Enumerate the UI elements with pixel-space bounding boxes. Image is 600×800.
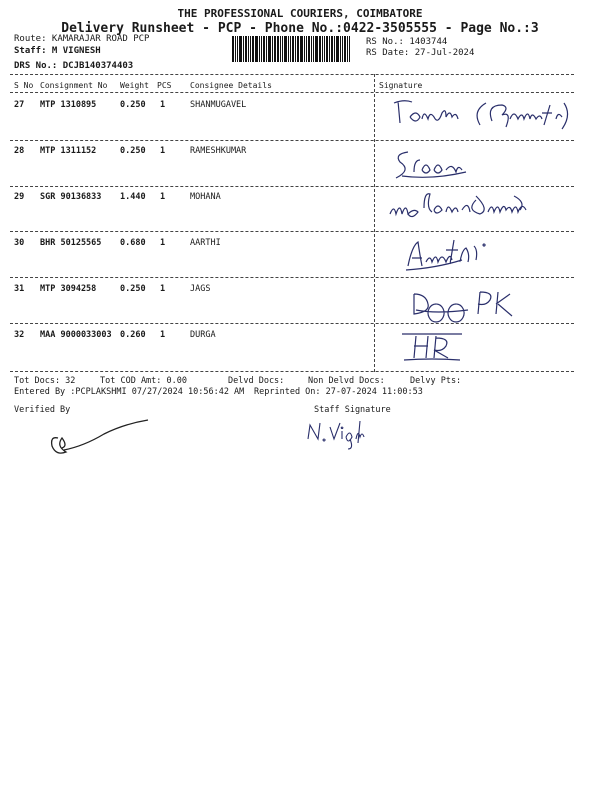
company-name: THE PROFESSIONAL COURIERS, COIMBATORE xyxy=(177,7,423,20)
drs-number: DRS No.: DCJB140374403 xyxy=(14,61,134,71)
barcode-bar xyxy=(326,36,328,62)
row-32-weight: 0.260 xyxy=(120,330,146,340)
row-29-pcs: 1 xyxy=(160,192,166,202)
barcode-bar xyxy=(248,36,249,62)
row-30-consignee: AARTHI xyxy=(190,238,221,248)
barcode-bar xyxy=(250,36,251,62)
row-27-weight: 0.250 xyxy=(120,100,146,110)
route-label: Route: KAMARAJAR ROAD PCP xyxy=(14,34,150,44)
tot-cod-amt: Tot COD Amt: 0.00 xyxy=(100,376,187,386)
barcode-bar xyxy=(261,36,262,62)
barcode-bar xyxy=(282,36,283,62)
row-31-rule xyxy=(10,323,574,324)
barcode-bar xyxy=(322,36,323,62)
tot-docs: Tot Docs: 32 xyxy=(14,376,76,386)
col-header-pcs: PCS xyxy=(157,81,172,90)
row-30-sno: 30 xyxy=(14,238,25,248)
barcode-bar xyxy=(292,36,294,62)
barcode-bar xyxy=(245,36,247,62)
row-28-rule xyxy=(10,186,574,187)
barcode-bar xyxy=(315,36,318,62)
barcode-bar xyxy=(304,36,305,62)
staff-label: Staff: M VIGNESH xyxy=(14,46,101,56)
barcode-bar xyxy=(324,36,325,62)
row-31-sno: 31 xyxy=(14,284,25,294)
barcode-bar xyxy=(288,36,289,62)
table-top-rule xyxy=(10,74,574,75)
row-28-consignment: MTP 1311152 xyxy=(40,146,97,156)
row-30-pcs: 1 xyxy=(160,238,166,248)
barcode-bar xyxy=(263,36,265,62)
barcode-bar xyxy=(268,36,271,62)
col-header-weight: Weight xyxy=(120,81,149,90)
row-32-pcs: 1 xyxy=(160,330,166,340)
barcode-bar xyxy=(277,36,279,62)
barcode-bar xyxy=(235,36,236,62)
row-28-sno: 28 xyxy=(14,146,25,156)
row-32-sno: 32 xyxy=(14,330,25,340)
row-27-sno: 27 xyxy=(14,100,25,110)
row-27-pcs: 1 xyxy=(160,100,166,110)
barcode-bar xyxy=(243,36,244,62)
row-29-consignee: MOHANA xyxy=(190,192,221,202)
reprinted-on: Reprinted On: 27-07-2024 11:00:53 xyxy=(254,387,423,397)
row-31-weight: 0.250 xyxy=(120,284,146,294)
row-32-consignment: MAA 9000033003 xyxy=(40,330,112,340)
verified-by-label: Verified By xyxy=(14,405,71,415)
barcode-bar xyxy=(252,36,254,62)
col-header-sno: S No xyxy=(14,81,34,90)
barcode-bar xyxy=(272,36,273,62)
barcode-bar xyxy=(311,36,312,62)
col-header-consignee: Consignee Details xyxy=(190,81,272,90)
barcode-bar xyxy=(313,36,314,62)
row-31-consignment: MTP 3094258 xyxy=(40,284,97,294)
rs-number: RS No.: 1403744 xyxy=(366,37,448,47)
barcode-bar xyxy=(306,36,307,62)
barcode-bar xyxy=(342,36,343,62)
col-header-signature: Signature xyxy=(379,81,423,90)
rs-date: RS Date: 27-Jul-2024 xyxy=(366,48,475,58)
row-28-consignee: RAMESHKUMAR xyxy=(190,146,247,156)
barcode-bar xyxy=(340,36,341,62)
signature-column-divider xyxy=(374,74,375,372)
row-30-weight: 0.680 xyxy=(120,238,146,248)
barcode-bar xyxy=(336,36,339,62)
table-bottom-rule xyxy=(10,371,574,372)
barcode-bar xyxy=(237,36,238,62)
barcode-bar xyxy=(274,36,276,62)
row-27-rule xyxy=(10,140,574,141)
row-29-consignment: SGR 90136833 xyxy=(40,192,102,202)
row-28-pcs: 1 xyxy=(160,146,166,156)
row-27-consignee: SHANMUGAVEL xyxy=(190,100,247,110)
barcode-bar xyxy=(239,36,242,62)
barcode-bar xyxy=(280,36,281,62)
row-31-pcs: 1 xyxy=(160,284,166,294)
staff-signature-label: Staff Signature xyxy=(314,405,391,415)
barcode-bar xyxy=(232,36,234,62)
barcode-bar xyxy=(300,36,303,62)
row-32-consignee: DURGA xyxy=(190,330,216,340)
barcode-bar xyxy=(319,36,321,62)
barcode-bar xyxy=(259,36,260,62)
barcode-bar xyxy=(329,36,330,62)
barcode-bar xyxy=(290,36,291,62)
row-29-weight: 1.440 xyxy=(120,192,146,202)
barcode-bar xyxy=(295,36,296,62)
row-27-consignment: MTP 1310895 xyxy=(40,100,97,110)
row-28-weight: 0.250 xyxy=(120,146,146,156)
barcode-bar xyxy=(347,36,348,62)
barcode-bar xyxy=(349,36,350,62)
entered-by: Entered By :PCPLAKSHMI 07/27/2024 10:56:42 AM xyxy=(14,387,245,397)
barcode-bar xyxy=(266,36,267,62)
non-delvd-docs: Non Delvd Docs: xyxy=(308,376,385,386)
barcode-bar xyxy=(334,36,335,62)
table-header-rule xyxy=(10,92,574,93)
barcode-bar xyxy=(255,36,258,62)
barcode-bar xyxy=(308,36,310,62)
barcode-bar xyxy=(331,36,333,62)
barcode-bar xyxy=(284,36,287,62)
delvd-docs: Delvd Docs: xyxy=(228,376,285,386)
barcode xyxy=(232,36,360,62)
row-30-rule xyxy=(10,277,574,278)
barcode-bar xyxy=(297,36,299,62)
row-30-consignment: BHR 50125565 xyxy=(40,238,102,248)
col-header-consignment: Consignment No xyxy=(40,81,108,90)
row-31-consignee: JAGS xyxy=(190,284,211,294)
row-29-rule xyxy=(10,231,574,232)
runsheet-title: Delivery Runsheet - PCP - Phone No.:0422-3505555 - Page No.:3 xyxy=(61,21,539,36)
barcode-bar xyxy=(344,36,346,62)
row-29-sno: 29 xyxy=(14,192,25,202)
delvy-pts: Delvy Pts: xyxy=(410,376,462,386)
